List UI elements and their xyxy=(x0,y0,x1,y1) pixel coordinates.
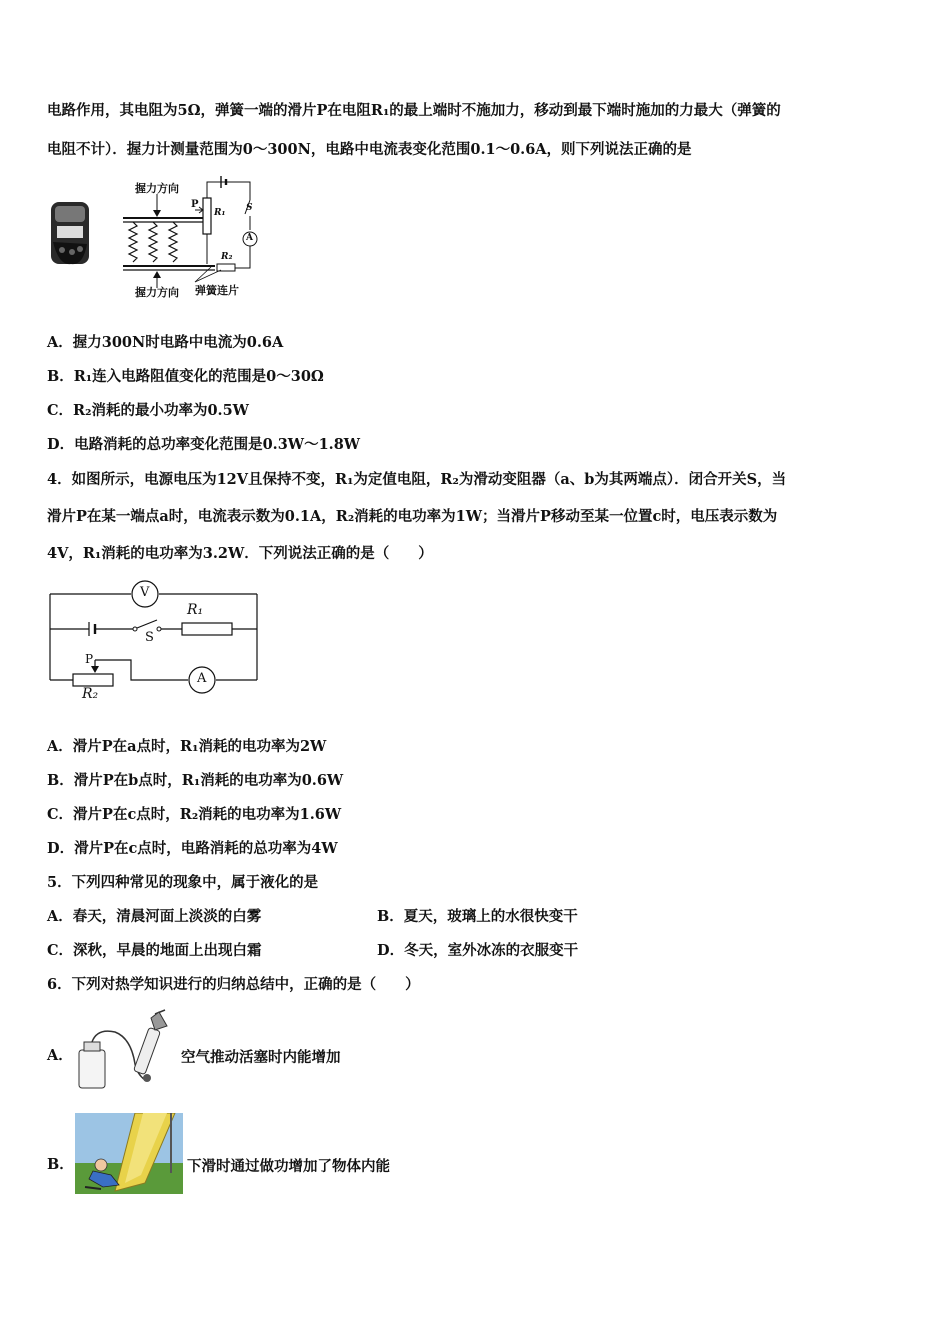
q6-option-a-text: 空气推动活塞时内能增加 xyxy=(181,1049,341,1066)
q4-stem-line3: 4V，R₁消耗的电功率为3.2W．下列说法正确的是（ ） xyxy=(47,545,433,562)
q6-option-b-text: 下滑时通过做功增加了物体内能 xyxy=(187,1158,390,1175)
r1-label: R₁ xyxy=(214,208,226,218)
q3-option-a: A．握力300N时电路中电流为0.6A xyxy=(47,334,284,351)
q6-stem: 6．下列对热学知识进行的归纳总结中，正确的是（ ） xyxy=(47,976,420,993)
q4-stem-line2: 滑片P在某一端点a时，电流表示数为0.1A，R₂消耗的电功率为1W；当滑片P移动至某一位置c时，电压表示数为 xyxy=(47,508,778,525)
slide-image xyxy=(75,1113,183,1194)
q3-stem-line2: 电阻不计）．握力计测量范围为0～300N，电路中电流表变化范围0.1～0.6A，则下列说法正确的是 xyxy=(47,141,692,158)
q4-circuit-figure xyxy=(45,580,265,710)
q5-option-a: A．春天，清晨河面上淡淡的白雾 xyxy=(47,908,262,925)
ammeter-label: A xyxy=(197,671,207,686)
q4-option-c: C．滑片P在c点时，R₂消耗的电功率为1.6W xyxy=(47,806,342,823)
q5-stem: 5．下列四种常见的现象中，属于液化的是 xyxy=(47,874,319,891)
q3-grip-meter-figure xyxy=(45,172,275,307)
q5-option-c: C．深秋，早晨的地面上出现白霜 xyxy=(47,942,262,959)
bottom-force-label: 握力方向 xyxy=(135,286,179,299)
grip-device-image xyxy=(51,202,89,264)
q4-circuit-diagram xyxy=(45,580,265,710)
q4-option-a: A．滑片P在a点时，R₁消耗的电功率为2W xyxy=(47,738,327,755)
voltmeter-label: V xyxy=(140,585,150,600)
switch-s-label: S xyxy=(145,630,154,645)
q6-option-b-label: B． xyxy=(47,1156,74,1173)
r1-label: R₁ xyxy=(187,602,204,618)
ammeter-label: A xyxy=(246,233,253,243)
q6-option-a-label: A． xyxy=(47,1047,73,1064)
q5-option-b: B．夏天，玻璃上的水很快变干 xyxy=(377,908,578,925)
spring-label: 弹簧连片 xyxy=(195,284,239,297)
q3-stem-line1: 电路作用，其电阻为5Ω，弹簧一端的滑片P在电阻R₁的最上端时不施加力，移动到最下端时施加的力最大（弹簧的 xyxy=(47,102,781,119)
q3-option-d: D．电路消耗的总功率变化范围是0.3W～1.8W xyxy=(47,436,361,453)
q4-option-d: D．滑片P在c点时，电路消耗的总功率为4W xyxy=(47,840,338,857)
q3-option-b: B．R₁连入电路阻值变化的范围是0～30Ω xyxy=(47,368,324,385)
slider-p-label: P xyxy=(85,652,94,666)
top-force-label: 握力方向 xyxy=(135,182,179,195)
r2-label: R₂ xyxy=(82,686,99,702)
q3-option-c: C．R₂消耗的最小功率为0.5W xyxy=(47,402,249,419)
q4-option-b: B．滑片P在b点时，R₁消耗的电功率为0.6W xyxy=(47,772,344,789)
q4-stem-line1: 4．如图所示，电源电压为12V且保持不变，R₁为定值电阻，R₂为滑动变阻器（a、b为其两端点）．闭合开关S，当 xyxy=(47,471,787,488)
q5-option-d: D．冬天，室外冰冻的衣服变干 xyxy=(377,942,579,959)
pump-bottle-image xyxy=(75,1008,179,1094)
r2-label: R₂ xyxy=(221,252,233,262)
slider-p-label: P xyxy=(191,199,199,210)
switch-s-label: S xyxy=(246,203,253,213)
